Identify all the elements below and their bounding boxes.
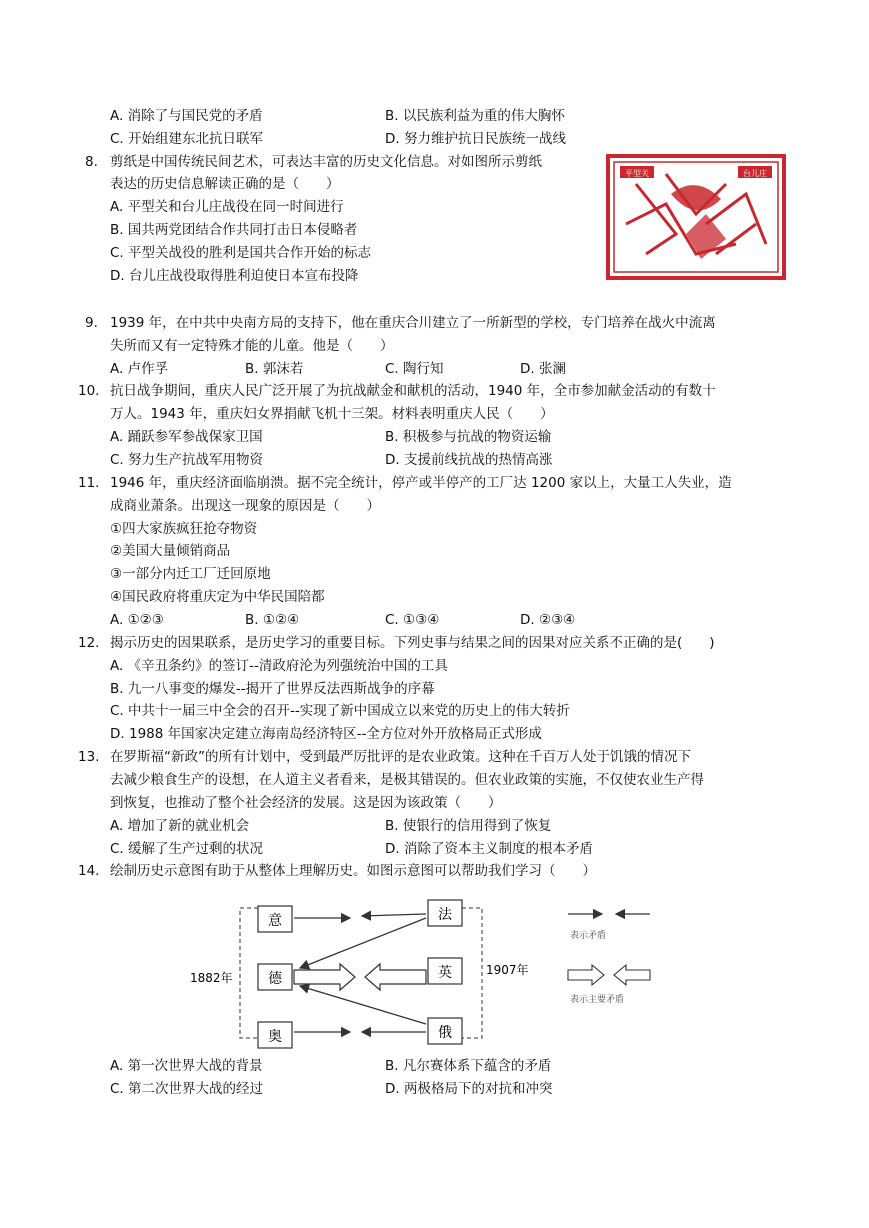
- q14-option-c: C. 第二次世界大战的经过: [110, 1081, 264, 1097]
- q9-number: 9.: [85, 315, 98, 331]
- node-left-2: 德: [268, 971, 282, 987]
- legend-major-label: 表示主要矛盾: [570, 995, 625, 1005]
- q10-option-b: B. 积极参与抗战的物资运输: [385, 429, 552, 445]
- q9-option-a: A. 卢作孚: [110, 361, 169, 377]
- q14-stem-line-1: 绘制历史示意图有助于从整体上理解历史。如图示意图可以帮助我们学习（ ）: [110, 863, 596, 879]
- q10-number: 10.: [78, 383, 100, 399]
- q11-option-b: B. ①②④: [245, 612, 300, 628]
- q7-option-c: C. 开始组建东北抗日联军: [110, 131, 264, 147]
- node-left-1: 意: [268, 913, 282, 929]
- paper-cut-label-right: 台儿庄: [743, 169, 767, 178]
- q7-option-a: A. 消除了与国民党的矛盾: [110, 108, 263, 124]
- q9-stem-line-1: 1939 年，在中共中央南方局的支持下，他在重庆合川建立了一所新型的学校，专门培养在战火中流离: [110, 315, 716, 331]
- q9-stem-line-2: 失所而又有一定特殊才能的儿童。他是（ ）: [110, 338, 394, 354]
- legend-minor-label: 表示矛盾: [570, 931, 607, 941]
- year-label-right: 1907年: [486, 963, 529, 977]
- q14-option-a: A. 第一次世界大战的背景: [110, 1058, 263, 1074]
- q13-option-b: B. 使银行的信用得到了恢复: [385, 818, 552, 834]
- paper-cut-image: [606, 154, 786, 280]
- q10-stem-line-2: 万人。1943 年，重庆妇女界捐献飞机十三架。材料表明重庆人民（ ）: [110, 406, 554, 422]
- q11-option-d: D. ②③④: [520, 612, 576, 628]
- paper-cut-label-left: 平型关: [625, 169, 649, 178]
- q8-number: 8.: [85, 154, 98, 170]
- q14-option-b: B. 凡尔赛体系下蕴含的矛盾: [385, 1058, 552, 1074]
- q8-option-d: D. 台儿庄战役取得胜利迫使日本宣布投降: [110, 268, 359, 284]
- q13-stem-line-2: 去减少粮食生产的设想，在人道主义者看来，是极其错误的。但农业政策的实施，不仅使农业生产得: [110, 772, 704, 788]
- q11-item-2: ②美国大量倾销商品: [110, 543, 231, 559]
- q12-option-b: B. 九一八事变的爆发--揭开了世界反法西斯战争的序幕: [110, 681, 435, 697]
- q11-item-1: ①四大家族疯狂抢夺物资: [110, 521, 258, 537]
- node-right-2: 英: [438, 965, 452, 981]
- node-left-3: 奥: [268, 1029, 282, 1045]
- q12-option-d: D. 1988 年国家决定建立海南岛经济特区--全方位对外开放格局正式形成: [110, 726, 542, 742]
- q11-item-3: ③一部分内迁工厂迁回原地: [110, 566, 271, 582]
- q10-option-c: C. 努力生产抗战军用物资: [110, 452, 264, 468]
- q8-stem-line-1: 剪纸是中国传统民间艺术，可表达丰富的历史文化信息。对如图所示剪纸: [110, 154, 542, 170]
- q13-option-d: D. 消除了资本主义制度的根本矛盾: [385, 841, 593, 857]
- alliance-diagram: [190, 898, 690, 1050]
- q12-option-a: A. 《辛丑条约》的签订--清政府沦为列强统治中国的工具: [110, 658, 448, 674]
- q9-option-c: C. 陶行知: [385, 361, 444, 377]
- q13-number: 13.: [78, 749, 100, 765]
- q7-option-d: D. 努力维护抗日民族统一战线: [385, 131, 566, 147]
- q11-stem-line-2: 成商业萧条。出现这一现象的原因是（ ）: [110, 498, 380, 514]
- q14-option-d: D. 两极格局下的对抗和冲突: [385, 1081, 553, 1097]
- node-right-3: 俄: [438, 1025, 452, 1041]
- q13-stem-line-1: 在罗斯福“新政”的所有计划中，受到最严厉批评的是农业政策。这种在千百万人处于饥饿的情况下: [110, 749, 691, 765]
- q11-option-a: A. ①②③: [110, 612, 164, 628]
- q8-option-b: B. 国共两党团结合作共同打击日本侵略者: [110, 222, 358, 238]
- q11-option-c: C. ①③④: [385, 612, 440, 628]
- q13-stem-line-3: 到恢复，也推动了整个社会经济的发展。这是因为该政策（ ）: [110, 795, 502, 811]
- node-right-1: 法: [438, 907, 452, 923]
- q14-number: 14.: [78, 863, 100, 879]
- q12-option-c: C. 中共十一届三中全会的召开--实现了新中国成立以来党的历史上的伟大转折: [110, 703, 570, 719]
- q8-stem-line-2: 表达的历史信息解读正确的是（ ）: [110, 176, 340, 192]
- q11-item-4: ④国民政府将重庆定为中华民国陪都: [110, 589, 325, 605]
- q13-option-a: A. 增加了新的就业机会: [110, 818, 250, 834]
- q10-stem-line-1: 抗日战争期间，重庆人民广泛开展了为抗战献金和献机的活动，1940 年，全市参加献金活动的有数十: [110, 383, 716, 399]
- q11-stem-line-1: 1946 年，重庆经济面临崩溃。据不完全统计，停产或半停产的工厂达 1200 家以上，大量工人失业，造: [110, 475, 732, 491]
- q10-option-a: A. 踊跃参军参战保家卫国: [110, 429, 263, 445]
- q8-option-c: C. 平型关战役的胜利是国共合作开始的标志: [110, 245, 372, 261]
- year-label-left: 1882年: [190, 971, 233, 985]
- q11-number: 11.: [78, 475, 100, 491]
- q9-option-d: D. 张澜: [520, 361, 566, 377]
- q8-option-a: A. 平型关和台儿庄战役在同一时间进行: [110, 199, 344, 215]
- q10-option-d: D. 支援前线抗战的热情高涨: [385, 452, 553, 468]
- q7-option-b: B. 以民族利益为重的伟大胸怀: [385, 108, 565, 124]
- q9-option-b: B. 郭沫若: [245, 361, 304, 377]
- q13-option-c: C. 缓解了生产过剩的状况: [110, 841, 264, 857]
- q12-stem-line-1: 揭示历史的因果联系，是历史学习的重要目标。下列史事与结果之间的因果对应关系不正确的是( ): [110, 635, 715, 651]
- q12-number: 12.: [78, 635, 100, 651]
